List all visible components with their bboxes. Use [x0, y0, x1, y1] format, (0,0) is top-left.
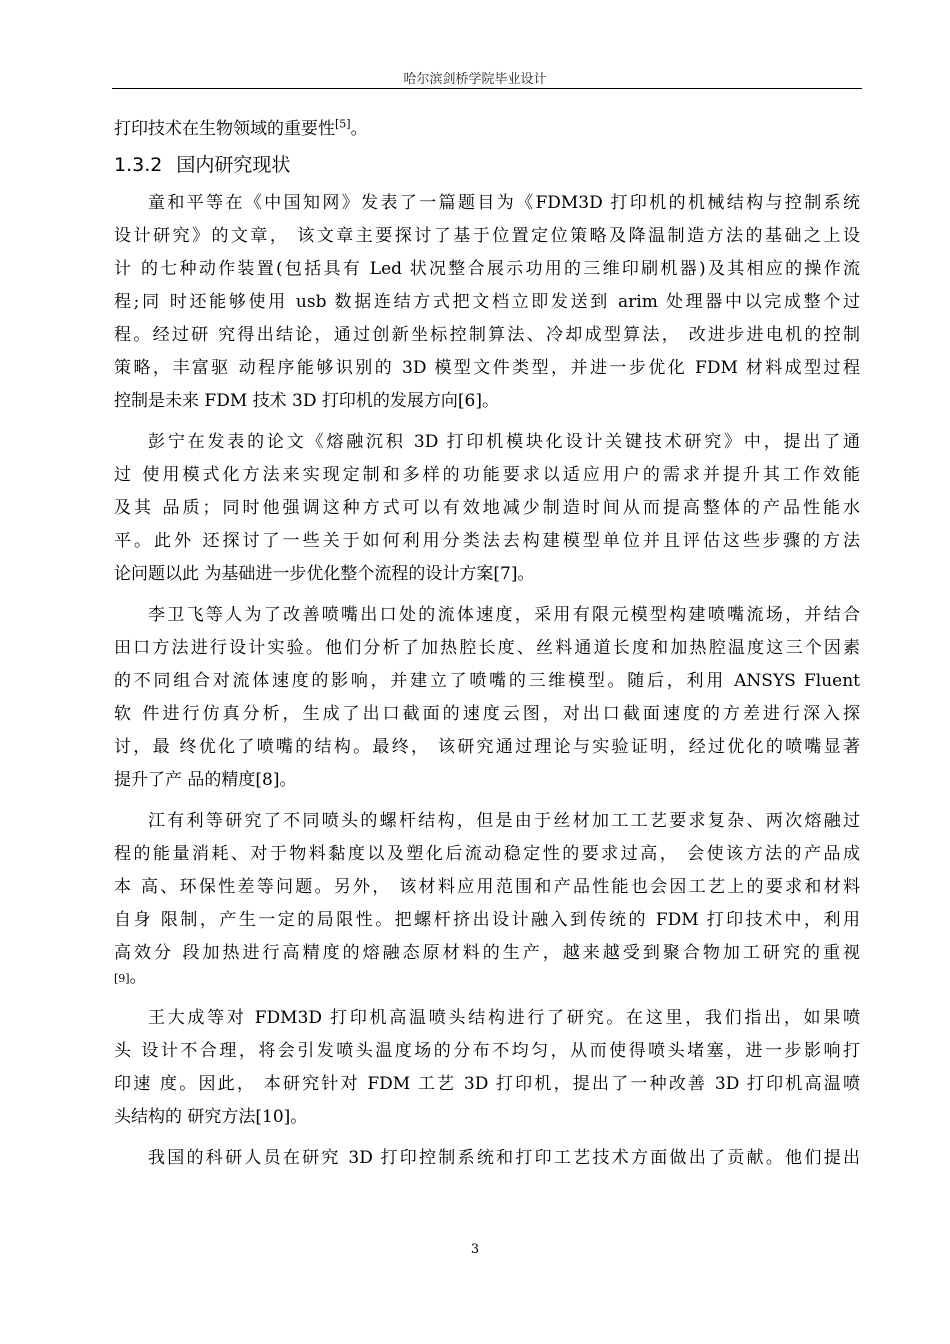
- paragraph-line: 本 高、环保性差等问题。另外， 该材料应用范围和产品性能也会因工艺上的要求和材料: [114, 877, 860, 897]
- paragraph-1: [114, 187, 860, 418]
- paragraph-2: [114, 426, 860, 591]
- document-body: [114, 114, 860, 1175]
- paragraph-line: 田口方法进行设计实验。他们分析了加热腔长度、丝料通道长度和加热腔温度这三个因素: [114, 638, 860, 658]
- paragraph-gap: [114, 418, 860, 426]
- paragraph-5: [114, 1002, 860, 1134]
- paragraph-4: [114, 805, 860, 987]
- intro-text: 打印技术在生物领域的重要性: [114, 119, 335, 139]
- paragraph-line: 程。经过研 究得出结论，通过创新坐标控制算法、冷却成型算法， 改进步进电机的控制: [114, 325, 860, 345]
- page-number: 3: [470, 1242, 480, 1257]
- citation-9: [9]: [114, 972, 130, 985]
- paragraph-line: 及其 品质；同时他强调这种方式可以有效地减少制造时间从而提高整体的产品性能水: [114, 498, 860, 518]
- paragraph-line: 高效分 段加热进行高精度的熔融态原材料的生产，越来越受到聚合物加工研究的重视: [114, 943, 860, 963]
- paragraph-line: 程的能量消耗、对于物料黏度以及塑化后流动稳定性的要求过高， 会使该方法的产品成: [114, 844, 860, 864]
- paragraph-line: 论问题以此 为基础进一步优化整个流程的设计方案[7]。: [114, 564, 535, 584]
- section-number: 1.3.2: [114, 154, 163, 176]
- paragraph-gap: [114, 984, 860, 1002]
- section-title: 国内研究现状: [176, 154, 291, 176]
- paragraph-line: 头结构的 研究方法[10]。: [114, 1107, 308, 1127]
- paragraph-line: 设计研究》的文章， 该文章主要探讨了基于位置定位策略及降温制造方法的基础之上设: [114, 226, 860, 246]
- paragraph-line: 的不同组合对流体速度的影响，并建立了喷嘴的三维模型。随后，利用 ANSYS Fluent: [114, 671, 860, 691]
- paragraph-line: 童和平等在《中国知网》发表了一篇题目为《FDM3D 打印机的机械结构与控制系统: [148, 193, 860, 213]
- paragraph-line: 李卫飞等人为了改善喷嘴出口处的流体速度，采用有限元模型构建喷嘴流场，并结合: [148, 605, 860, 625]
- paragraph-line: 彭宁在发表的论文《熔融沉积 3D 打印机模块化设计关键技术研究》中，提出了通: [148, 432, 860, 452]
- paragraph-tail: 。: [129, 967, 147, 987]
- paragraph-line: 平。此外 还探讨了一些关于如何利用分类法去构建模型单位并且评估这些步骤的方法: [114, 531, 860, 551]
- paragraph-line: 策略，丰富驱 动程序能够识别的 3D 模型文件类型，并进一步优化 FDM 材料成型过程: [114, 358, 860, 378]
- paragraph-line: 程;同 时还能够使用 usb 数据连结方式把文档立即发送到 arim 处理器中以完成整个过: [114, 292, 860, 312]
- paragraph-line: 讨，最 终优化了喷嘴的结构。最终， 该研究通过理论与实验证明，经过优化的喷嘴显著: [114, 737, 860, 757]
- paragraph-line: 计 的七种动作装置(包括具有 Led 状况整合展示功用的三维印刷机器)及其相应的操作流: [114, 259, 860, 279]
- paragraph-end-line: [114, 967, 860, 987]
- paragraph-line: 我国的科研人员在研究 3D 打印控制系统和打印工艺技术方面做出了贡献。他们提出: [148, 1148, 860, 1168]
- page-header: 哈尔滨剑桥学院毕业设计: [403, 72, 547, 87]
- paragraph-line: 控制是未来 FDM 技术 3D 打印机的发展方向[6]。: [114, 391, 499, 411]
- paragraph-gap: [114, 797, 860, 805]
- citation-5: [5]: [335, 117, 351, 131]
- paragraph-gap: [114, 591, 860, 599]
- paragraph-line: 软 件进行仿真分析，生成了出口截面的速度云图，对出口截面速度的方差进行深入探: [114, 704, 860, 724]
- intro-line: [114, 114, 860, 144]
- paragraph-line: 过 使用模式化方法来实现定制和多样的功能要求以适应用户的需求并提升其工作效能: [114, 465, 860, 485]
- paragraph-line: 印速 度。因此， 本研究针对 FDM 工艺 3D 打印机，提出了一种改善 3D 打印机高温喷: [114, 1074, 860, 1094]
- paragraph-line: 自身 限制，产生一定的局限性。把螺杆挤出设计融入到传统的 FDM 打印技术中，利用: [114, 910, 860, 930]
- paragraph-line: 王大成等对 FDM3D 打印机高温喷头结构进行了研究。在这里，我们指出，如果喷: [148, 1008, 860, 1028]
- header-divider: [112, 88, 862, 89]
- section-heading: [114, 148, 860, 186]
- paragraph-3: [114, 599, 860, 797]
- intro-tail: 。: [350, 119, 368, 139]
- paragraph-line: 提升了产 品的精度[8]。: [114, 770, 297, 790]
- paragraph-line: 头 设计不合理，将会引发喷头温度场的分布不均匀，从而使得喷头堵塞，进一步影响打: [114, 1041, 860, 1061]
- paragraph-line: 江有利等研究了不同喷头的螺杆结构，但是由于丝材加工工艺要求复杂、两次熔融过: [148, 811, 860, 831]
- paragraph-6: [114, 1142, 860, 1175]
- paragraph-gap: [114, 1134, 860, 1142]
